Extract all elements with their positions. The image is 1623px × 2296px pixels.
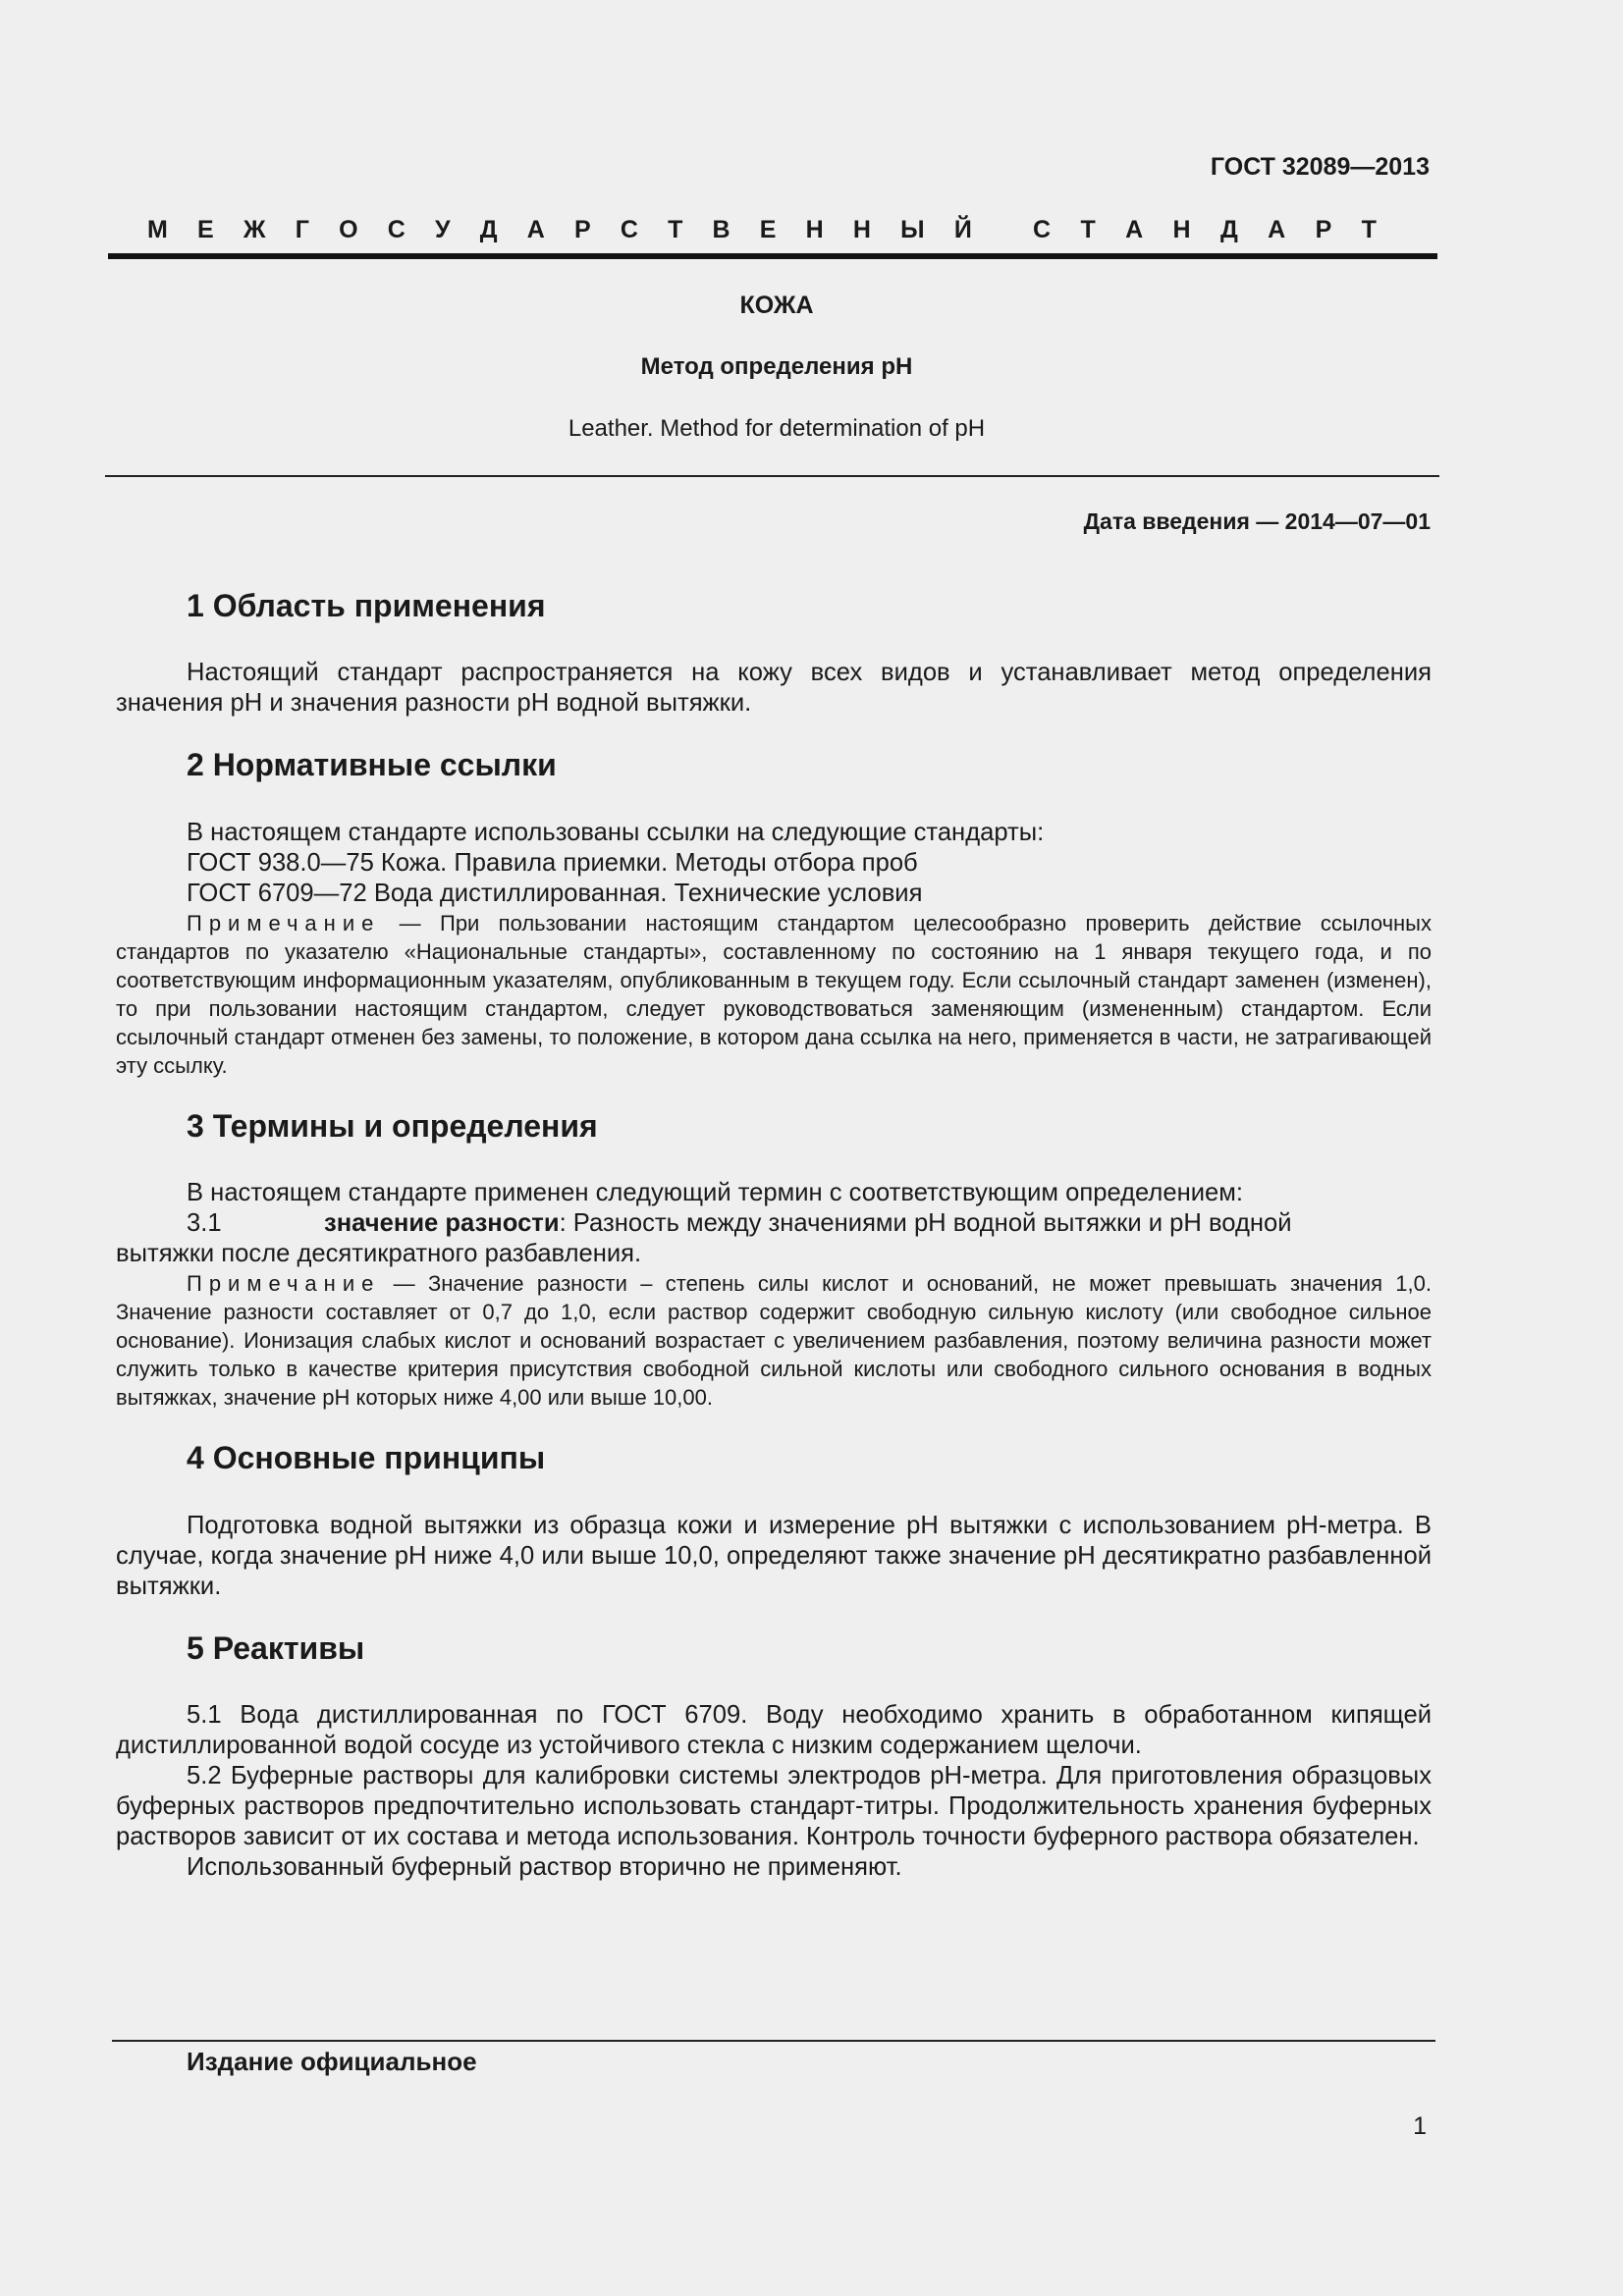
banner-letter: Г xyxy=(295,216,309,243)
interstate-standard-banner xyxy=(147,216,1377,244)
reference-item: ГОСТ 938.0—75 Кожа. Правила приемки. Методы отбора проб xyxy=(187,848,918,877)
note-label: Примечание xyxy=(187,1271,381,1297)
paragraph: 5.2 Буферные растворы для калибровки системы электродов pH-метра. Для приготовления образцовых буферных растворов предпочтительно использовать стандарт-титры. Продолжительность хранения буферных растворов зависит от их состава и метода использования. Контроль точности буферного раствора обязателен. xyxy=(116,1761,1432,1850)
paragraph: 5.1 Вода дистиллированная по ГОСТ 6709. Воду необходимо хранить в обработанном кипящей дистиллированной водой сосуде из устойчивого стекла с низким содержанием щелочи. xyxy=(116,1700,1432,1759)
term-definition-line xyxy=(324,1208,1292,1239)
banner-letter: Ж xyxy=(243,216,266,243)
term: значение разности xyxy=(324,1209,560,1238)
note-text: — При пользовании настоящим стандартом целесообразно проверить действие ссылочных стандартов по указателю «Национальные стандарты», составленному по состоянию на 1 января текущего года, и по соответствующим информационным указателям, опубликованным в текущем году. Если ссылочный стандарт заменен (изменен), то при пользовании настоящим стандартом, следует руководствоваться заменяющим (измененным) стандартом. Если ссылочный стандарт отменен без замены, то положение, в котором дана ссылка на него, применяется в части, не затрагивающей эту ссылку. xyxy=(116,910,1432,1078)
paragraph: Настоящий стандарт распространяется на кожу всех видов и устанавливает метод определения значения pH и значения разности pH водной вытяжки. xyxy=(116,659,1432,718)
banner-word-interstate xyxy=(147,216,972,244)
banner-letter: Е xyxy=(759,216,777,243)
section-heading: 1 Область применения xyxy=(187,588,546,623)
banner-letter: С xyxy=(1033,216,1052,243)
header-divider xyxy=(108,253,1437,259)
section-reagents xyxy=(116,1629,1432,1883)
paragraph: В настоящем стандарте использованы ссылки на следующие стандарты: xyxy=(187,818,1045,846)
banner-letter: А xyxy=(1125,216,1144,243)
edition-label: Издание официальное xyxy=(187,2047,477,2076)
section-normative-references xyxy=(116,746,1432,1079)
banner-letter: Т xyxy=(1361,216,1377,243)
section-heading: 5 Реактивы xyxy=(187,1629,365,1666)
term-number: 3.1 xyxy=(187,1209,222,1238)
banner-letter: М xyxy=(147,216,168,243)
document-title: КОЖА xyxy=(739,292,814,319)
section-heading: 3 Термины и определения xyxy=(187,1107,598,1144)
banner-letter: Ы xyxy=(900,216,925,243)
banner-letter: Т xyxy=(668,216,683,243)
banner-letter: Р xyxy=(1315,216,1332,243)
banner-letter: Д xyxy=(479,216,498,243)
banner-letter: Й xyxy=(953,216,972,243)
banner-letter: У xyxy=(434,216,451,243)
document-subtitle: Метод определения pH xyxy=(640,353,913,380)
note xyxy=(116,909,1432,1080)
banner-letter: А xyxy=(526,216,545,243)
section-heading: 4 Основные принципы xyxy=(187,1440,546,1476)
banner-letter: А xyxy=(1268,216,1286,243)
title-divider xyxy=(105,475,1439,477)
section-terms xyxy=(116,1107,1432,1412)
term-definition: : Разность между значениями pH водной вытяжки и pH водной xyxy=(559,1209,1292,1238)
banner-letter: С xyxy=(620,216,638,243)
section-scope xyxy=(116,587,1432,719)
banner-letter: Р xyxy=(573,216,591,243)
banner-letter: С xyxy=(387,216,406,243)
footer-divider xyxy=(112,2040,1435,2042)
banner-letter: Н xyxy=(1172,216,1191,243)
note-text: — Значение разности – степень силы кислот и оснований, не может превышать значения 1,0. Значение разности составляет от 0,7 до 1,0, если раствор содержит свободную сильную кислоту (или свободное сильное основание). Ионизация слабых кислот и оснований возрастает с увеличением разбавления, поэтому величина разности может служить только в качестве критерия присутствия свободной сильной кислоты или свободного сильного основания в водных вытяжках, значение pH которых ниже 4,00 или выше 10,00. xyxy=(116,1271,1432,1411)
banner-letter: Н xyxy=(805,216,824,243)
reference-item: ГОСТ 6709—72 Вода дистиллированная. Технические условия xyxy=(187,879,923,907)
banner-letter: Н xyxy=(852,216,871,243)
banner-letter: Т xyxy=(1080,216,1096,243)
section-heading: 2 Нормативные ссылки xyxy=(187,747,557,783)
page-number: 1 xyxy=(1413,2112,1427,2140)
note-label: Примечание xyxy=(187,910,381,935)
banner-word-standard xyxy=(1033,216,1377,244)
paragraph: В настоящем стандарте применен следующий термин с соответствующим определением: xyxy=(187,1179,1243,1207)
document-number: ГОСТ 32089—2013 xyxy=(1210,153,1430,181)
introduction-date: Дата введения — 2014—07—01 xyxy=(1083,508,1431,534)
term-definition-continued: вытяжки после десятикратного разбавления. xyxy=(116,1240,642,1268)
banner-letter: О xyxy=(339,216,358,243)
section-principles xyxy=(116,1439,1432,1601)
banner-letter: Д xyxy=(1219,216,1238,243)
paragraph: Подготовка водной вытяжки из образца кожи и измерение pH вытяжки с использованием pH-метра. В случае, когда значение pH ниже 4,0 или выше 10,0, определяют также значение pH десятикратно разбавленной вытяжки. xyxy=(116,1511,1432,1600)
term-entry xyxy=(116,1208,1432,1239)
document-body xyxy=(116,587,1432,1910)
banner-letter: В xyxy=(712,216,730,243)
paragraph: Использованный буферный раствор вторично не применяют. xyxy=(187,1852,902,1881)
document-english-title: Leather. Method for determination of pH xyxy=(568,415,986,442)
note xyxy=(116,1269,1432,1412)
banner-letter: Е xyxy=(197,216,214,243)
